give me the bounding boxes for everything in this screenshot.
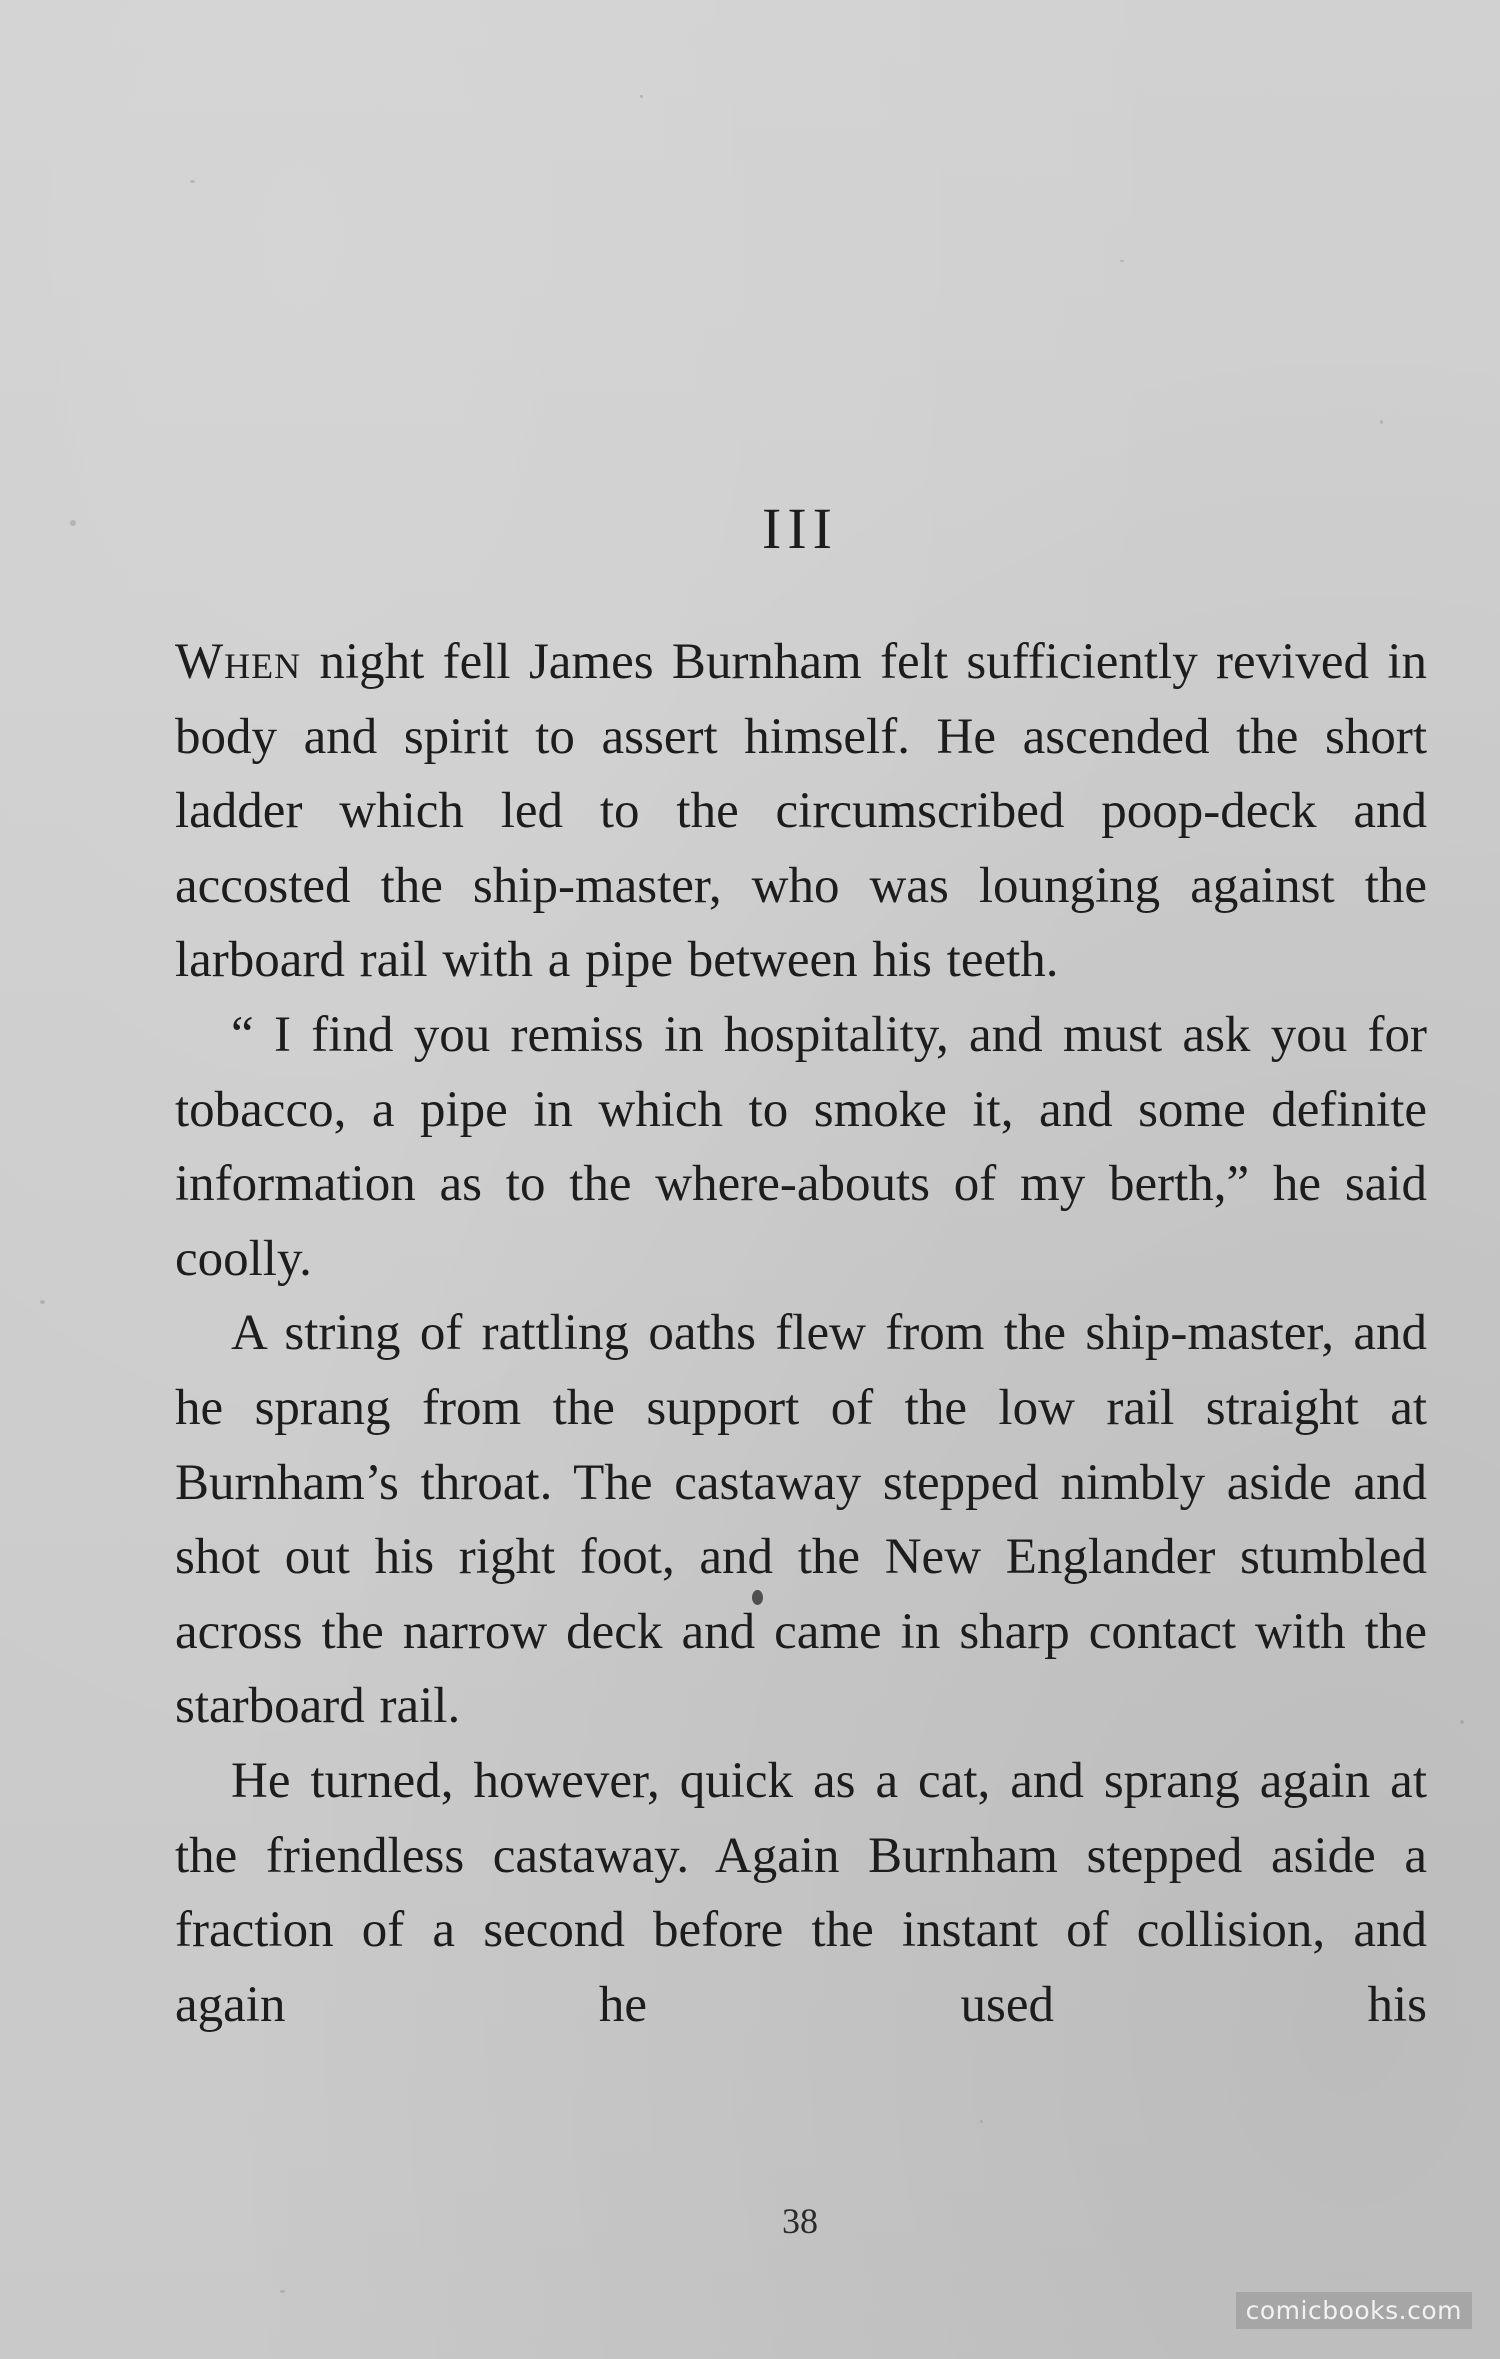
page-number: 38 bbox=[782, 2201, 818, 2241]
paper-speck bbox=[280, 2290, 285, 2293]
paragraph-lead-word: When bbox=[175, 634, 302, 690]
chapter-title: III bbox=[762, 496, 838, 561]
paragraph-3: A string of rattling oaths flew from the ship-master, and he sprang from the support of the low rail straight at Burnham’s throat. The castaway stepped nimbly aside and shot out his right foot, and the New Englander stumbled across the narrow deck and came in sharp contact with the starboard rail. bbox=[175, 1305, 1427, 1735]
paragraph-2: “ I find you remiss in hospitality, and must ask you for tobacco, a pipe in which to smoke it, and some definite information as to the where-abouts of my berth,” he said coolly. bbox=[175, 1006, 1427, 1287]
paper-speck bbox=[980, 2120, 983, 2123]
paragraph-4: He turned, however, quick as a cat, and sprang again at the friendless castaway. Again Burnham stepped aside a fraction of a second before the instant of collision, and again he used his bbox=[175, 1752, 1427, 2033]
paper-speck bbox=[1380, 420, 1383, 424]
body-text bbox=[175, 625, 1427, 2042]
paper-speck bbox=[640, 95, 643, 98]
paragraph-text: night fell James Burnham felt sufficiently revived in body and spirit to assert himself. He ascended the short ladder which led to the circumscribed poop-deck and accosted the ship-master, who was lounging against the larboard rail with a pipe between his teeth. bbox=[175, 634, 1427, 989]
watermark: comicbooks.com bbox=[1236, 2292, 1472, 2329]
paper-speck bbox=[190, 180, 195, 183]
paper-speck bbox=[1460, 1720, 1464, 1724]
paper-speck bbox=[40, 1300, 45, 1304]
paper-speck bbox=[1120, 260, 1124, 262]
paragraph-1 bbox=[175, 625, 1427, 998]
